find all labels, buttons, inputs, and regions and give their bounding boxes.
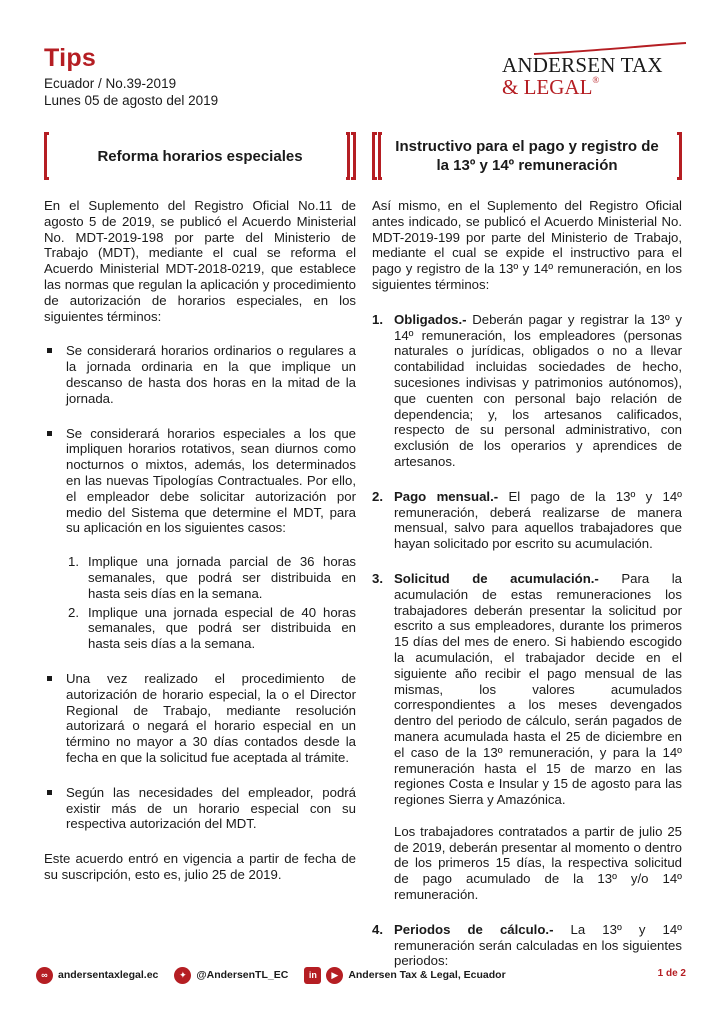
andersen-logo: [498, 42, 688, 102]
section-title: Instructivo para el pago y registro de la 13º y 14º remuneración: [395, 138, 659, 174]
bracket-close-inner: [346, 132, 350, 180]
bracket-open: [44, 132, 49, 180]
page-number: 1 de 2: [657, 968, 686, 979]
twitter-icon: ✦: [174, 967, 191, 984]
bullet-square-icon: [47, 676, 52, 681]
bullet-square-icon: [47, 790, 52, 795]
intro-paragraph: Así mismo, en el Suplemento del Registro Oficial antes indicado, se publicó el Acuerdo Ministerial No. MDT-2019-199 por parte del Ministerio de Trabajo, mediante el cual se expide el instructivo para el pago y registro de la 13º y 14º remuneración, en los siguientes términos:: [372, 198, 682, 292]
bullet-square-icon: [47, 431, 52, 436]
link-icon: ∞: [36, 967, 53, 984]
left-column: [44, 132, 356, 883]
list-item: 3. Solicitud de acumulación.- Para la acumulación de estas remuneraciones los trabajadores deberán presentar la solicitud por escrito a sus empleadores, durante los primeros 15 días del mes de enero. Si habiendo escogido la acumulación, el trabajador decide en el siguiente año recibir el pago mensual de las mismas, los valores acumulados correspondientes a los meses devengados dentro del periodo de cálculo, serán pagados de manera acumulada hasta el 25 de diciembre en el caso de la 13º remuneración, y para la 14º remuneración hasta el 15 de marzo en las regiones Costa e Insular y 15 de agosto para las regiones Sierra y Amazónica. Los trabajadores contratados a partir de julio 25 de 2019, deberán presentar al momento o dentro de los primeros 15 días, la respectiva solicitud de pago acumulado de la 13º y/o 14º remuneración.: [372, 570, 682, 903]
section-heading-left: [44, 132, 356, 180]
sublist-item: 1. Implique una jornada parcial de 36 horas semanales, que podrá ser distribuida en hasta seis días en la semana.: [68, 554, 356, 601]
list-item: 2. Pago mensual.- El pago de la 13º y 14º remuneración, deberá realizarse de manera mensual, salvo para aquellos trabajadores que hayan solicitado por escrito su acumulación.: [372, 488, 682, 552]
closing-paragraph: Este acuerdo entró en vigencia a partir de fecha de su suscripción, esto es, julio 25 de 2019.: [44, 851, 356, 882]
intro-paragraph: En el Suplemento del Registro Oficial No.11 de agosto 5 de 2019, se publicó el Acuerdo Ministerial No. MDT-2019-198 por parte del Ministerio de Trabajo (MDT), mediante el cual se reforma el Acuerdo Ministerial MDT-2018-0219, que establece las normas que regulan la aplicación y procedimiento de autorización de horarios especiales, en los siguientes términos:: [44, 198, 356, 324]
list-item: Según las necesidades del empleador, podrá existir más de un horario especial con su respectiva autorización del MDT.: [44, 785, 356, 832]
bullet-square-icon: [47, 348, 52, 353]
page-title: Tips: [44, 44, 97, 72]
footer-website[interactable]: ∞ andersentaxlegal.ec: [36, 967, 158, 984]
bracket-close: [677, 132, 682, 180]
logo-line2: & LEGAL®: [502, 75, 600, 99]
right-column: [372, 132, 682, 969]
bulletin-date: Lunes 05 de agosto del 2019: [44, 93, 219, 108]
logo-line1: ANDERSEN TAX: [502, 53, 663, 77]
numbered-list: [372, 312, 682, 969]
section-title: Reforma horarios especiales: [97, 147, 303, 165]
footer: [36, 964, 686, 986]
bracket-open-inner: [378, 132, 382, 180]
section-heading-right: [372, 132, 682, 180]
youtube-icon: ▶: [326, 967, 343, 984]
list-item-extra-paragraph: Los trabajadores contratados a partir de julio 25 de 2019, deberán presentar al momento o dentro de los primeros 15 días, la respectiva solicitud de pago acumulado de la 13º y/o 14º remuneración.: [394, 823, 682, 903]
bullet-list: [44, 343, 356, 832]
bracket-close: [351, 132, 356, 180]
bulletin-number: Ecuador / No.39-2019: [44, 76, 177, 91]
bracket-open: [372, 132, 377, 180]
footer-twitter[interactable]: ✦ @AndersenTL_EC: [174, 967, 288, 984]
sublist-item: 2. Implique una jornada especial de 40 horas semanales, que podrá ser distribuida en hasta seis días a la semana.: [68, 604, 356, 652]
list-item: Se considerará horarios ordinarios o regulares a la jornada ordinaria en la que implique un descanso de hasta dos horas en la mitad de la jornada.: [44, 343, 356, 406]
list-item: 1. Obligados.- Deberán pagar y registrar la 13º y 14º remuneración, los empleadores (personas naturales o jurídicas, obligados o no a llevar contabilidad incluidas sociedades de hecho, sucesiones indivisas y patrimonios autónomos), que cuenten con personal bajo relación de dependencia; y, los artesanos calificados, respecto de su personal administrativo, con exclusión de los operarios y aprendices de artesanos.: [372, 311, 682, 469]
linkedin-icon: in: [304, 967, 321, 984]
list-item: Una vez realizado el procedimiento de autorización de horario especial, la o el Director Regional de Trabajo, mediante resolución autorizará o negará el horario especial en un término no mayor a 30 días contados desde la fecha en que la solicitud fue aceptada al trámite.: [44, 671, 356, 766]
numbered-sublist: [66, 554, 356, 652]
list-item: Se considerará horarios especiales a los que impliquen horarios rotativos, sean diurnos como nocturnos o mixtos, además, los determinados en las nuevas Tipologías Contractuales. Por ello, el empleador debe solicitar autorización por medio del Sistema que determine el MDT, para su aplicación en los siguientes casos: 1. Implique una jornada parcial de 36 horas semanales, que podrá ser distribuida en hasta seis días en la semana. 2. Implique una jornada especial de 40 horas semanales, que podrá ser distribuida en hasta seis días a la semana.: [44, 426, 356, 652]
footer-social[interactable]: in ▶ Andersen Tax & Legal, Ecuador: [304, 967, 505, 984]
list-item: 4. Periodos de cálculo.- La 13º y 14º remuneración serán calculadas en los siguientes periodos:: [372, 921, 682, 969]
